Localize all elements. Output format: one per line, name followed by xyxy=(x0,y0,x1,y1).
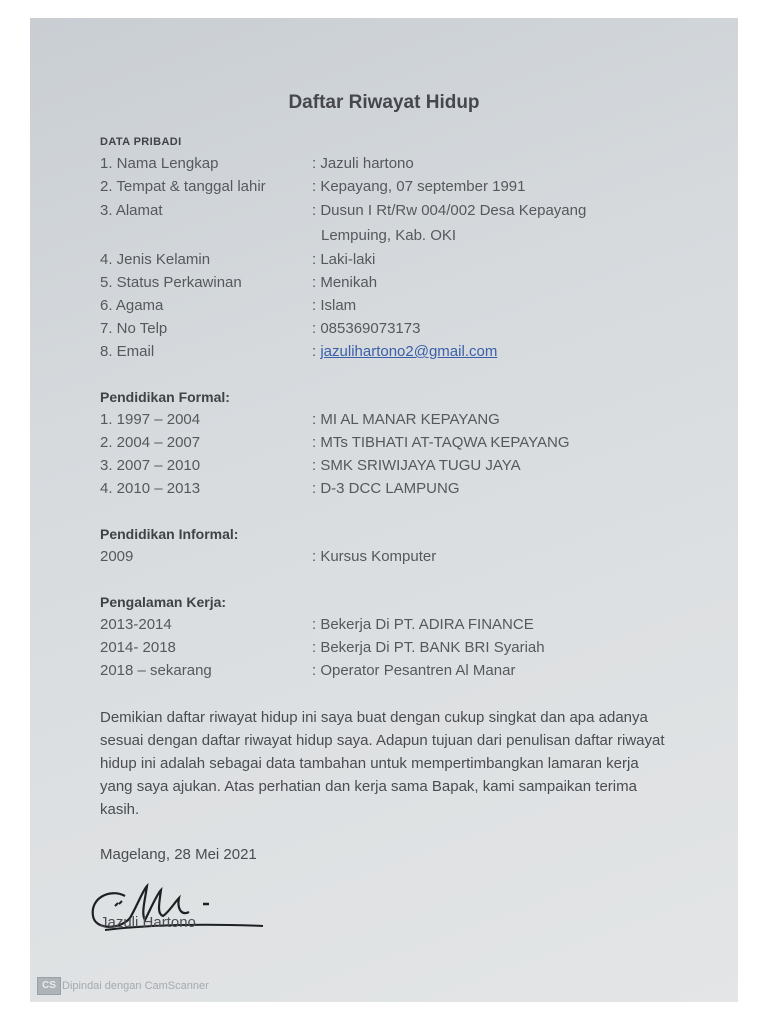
row-value: : Bekerja Di PT. ADIRA FINANCE xyxy=(312,616,534,633)
work-row xyxy=(100,639,720,662)
row-value: : Operator Pesantren Al Manar xyxy=(312,662,516,679)
row-label: 1. 1997 – 2004 xyxy=(100,411,201,428)
row-value: : MTs TIBHATI AT-TAQWA KEPAYANG xyxy=(312,434,570,451)
personal-row xyxy=(100,297,720,320)
section-heading-informal-education: Pendidikan Informal: xyxy=(100,526,239,542)
informal-row xyxy=(100,548,720,571)
row-label: 2018 – sekarang xyxy=(100,662,212,679)
section-heading-personal: DATA PRIBADI xyxy=(100,136,182,148)
row-value: : D-3 DCC LAMPUNG xyxy=(312,480,460,497)
email-link[interactable]: jazulihartono2@gmail.com xyxy=(320,343,498,360)
personal-row xyxy=(100,320,720,343)
row-value: : Menikah xyxy=(312,274,378,291)
section-heading-work-experience: Pengalaman Kerja: xyxy=(100,594,227,610)
education-row xyxy=(100,411,720,434)
place-date: Magelang, 28 Mei 2021 xyxy=(100,846,257,863)
row-label: 2013-2014 xyxy=(100,616,172,633)
row-value: : Laki-laki xyxy=(312,251,376,268)
personal-row xyxy=(100,202,720,225)
scanner-watermark: Dipindai dengan CamScanner xyxy=(62,980,209,992)
row-label: 3. Alamat xyxy=(100,202,163,219)
row-value: : 085369073173 xyxy=(312,320,421,337)
personal-row xyxy=(100,343,720,366)
row-value: : Dusun I Rt/Rw 004/002 Desa Kepayang xyxy=(312,202,587,219)
section-heading-formal-education: Pendidikan Formal: xyxy=(100,389,230,405)
education-row xyxy=(100,457,720,480)
row-label: 8. Email xyxy=(100,343,155,360)
row-label: 1. Nama Lengkap xyxy=(100,155,219,172)
row-label: 5. Status Perkawinan xyxy=(100,274,242,291)
row-value: : Kursus Komputer xyxy=(312,548,437,565)
row-value: : Bekerja Di PT. BANK BRI Syariah xyxy=(312,639,545,656)
row-label: 2009 xyxy=(100,548,134,565)
row-label: 6. Agama xyxy=(100,297,164,314)
education-row xyxy=(100,434,720,457)
work-row xyxy=(100,616,720,639)
personal-row xyxy=(100,155,720,178)
row-label: 7. No Telp xyxy=(100,320,168,337)
work-row xyxy=(100,662,720,685)
camscanner-logo: CS xyxy=(37,977,61,995)
row-value: : MI AL MANAR KEPAYANG xyxy=(312,411,500,428)
personal-row xyxy=(100,274,720,297)
row-value: : Jazuli hartono xyxy=(312,155,414,172)
document-title: Daftar Riwayat Hidup xyxy=(288,92,480,113)
row-value: : SMK SRIWIJAYA TUGU JAYA xyxy=(312,457,521,474)
row-label: 4. Jenis Kelamin xyxy=(100,251,211,268)
personal-row xyxy=(100,178,720,201)
document-page xyxy=(30,18,738,1002)
row-value: : Kepayang, 07 september 1991 xyxy=(312,178,526,195)
row-label: 2. Tempat & tanggal lahir xyxy=(100,178,266,195)
address-continuation: Lempuing, Kab. OKI xyxy=(321,227,457,244)
personal-row xyxy=(100,251,720,274)
closing-paragraph: Demikian daftar riwayat hidup ini saya buat dengan cukup singkat dan apa adanya sesuai dengan daftar riwayat hidup saya. Adapun tujuan dari penulisan daftar riwayat hidup ini adalah sebagai data tambahan untuk mempertimbangkan lamaran kerja yang saya ajukan. Atas perhatian dan kerja sama Bapak, kami sampaikan terima kasih. xyxy=(100,709,665,818)
signer-name: Jazuli Hartono xyxy=(100,914,196,931)
education-row xyxy=(100,480,720,503)
colon-prefix: : xyxy=(312,343,321,360)
row-label: 2014- 2018 xyxy=(100,639,176,656)
row-label: 2. 2004 – 2007 xyxy=(100,434,201,451)
row-value: : Islam xyxy=(312,297,357,314)
row-label: 3. 2007 – 2010 xyxy=(100,457,201,474)
row-label: 4. 2010 – 2013 xyxy=(100,480,201,497)
